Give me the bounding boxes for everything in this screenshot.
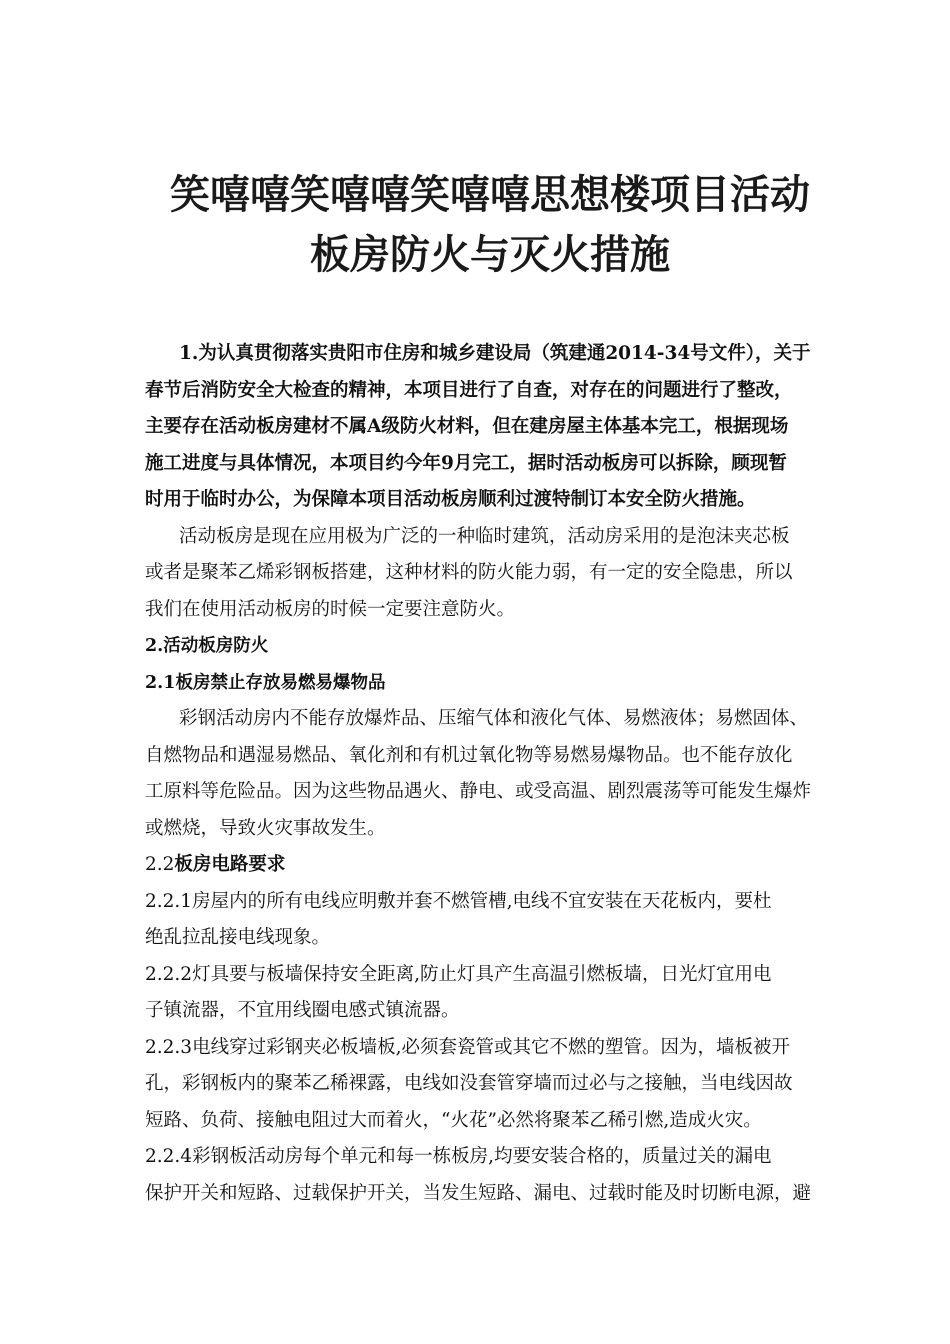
document-body xyxy=(145,336,812,1212)
section-2-2-heading xyxy=(145,847,805,884)
paragraph-line: 2.2.2灯具要与板墙保持安全距离,防止灯具产生高温引燃板墙，日光灯宜用电 xyxy=(145,963,772,985)
intro-paragraph xyxy=(145,519,805,629)
section-2-heading: 2.活动板房防火 xyxy=(145,636,269,656)
paragraph-line: 春节后消防安全大检查的精神，本项目进行了自查，对存在的问题进行了整改， xyxy=(145,379,793,401)
item-2-2-3 xyxy=(145,1030,805,1140)
paragraph-line: 保护开关和短路、过载保护开关，当发生短路、漏电、过载时能及时切断电源，避 xyxy=(145,1182,812,1204)
item-2-2-4 xyxy=(145,1139,812,1212)
section-number: 2.2 xyxy=(145,854,175,875)
paragraph-line: 绝乱拉乱接电线现象。 xyxy=(145,927,331,948)
intro-paragraph-bold xyxy=(145,336,811,519)
section-2-1-paragraph xyxy=(145,701,812,847)
item-2-2-1 xyxy=(145,884,805,957)
paragraph-line: 2.2.1房屋内的所有电线应明敷并套不燃管槽,电线不宜安装在天花板内，要杜 xyxy=(145,890,772,912)
paragraph-line: 或者是聚苯乙烯彩钢板搭建，这种材料的防火能力弱，有一定的安全隐患，所以 xyxy=(145,562,793,583)
paragraph-line: 2.2.4彩钢板活动房每个单元和每一栋板房,均要安装合格的，质量过关的漏电 xyxy=(145,1146,772,1167)
paragraph-line: 2.2.3电线穿过彩钢夹必板墙板,必须套瓷管或其它不燃的塑管。因为，墙板被开 xyxy=(145,1036,790,1058)
paragraph-line: 工原料等危险品。因为这些物品遇火、静电、或受高温、剧烈震荡等可能发生爆炸 xyxy=(145,781,812,802)
paragraph-line: 施工进度与具体情况，本项目约今年9月完工，据时活动板房可以拆除，顾现暂 xyxy=(145,452,787,474)
section-2-1-heading: 2.1板房禁止存放易燃易爆物品 xyxy=(145,672,386,693)
section-title: 板房电路要求 xyxy=(174,854,286,875)
paragraph-line: 我们在使用活动板房的时候一定要注意防火。 xyxy=(145,598,516,620)
paragraph-line: 1.为认真贯彻落实贵阳市住房和城乡建设局（筑建通2014-34号文件），关于 xyxy=(179,343,811,364)
paragraph-line: 彩钢活动房内不能存放爆炸品、压缩气体和液化气体、易燃液体；易燃固体、 xyxy=(179,708,809,729)
document-title xyxy=(120,165,860,285)
paragraph-line: 或燃烧，导致火灾事故发生。 xyxy=(145,817,386,839)
title-line-2: 板房防火与灭火措施 xyxy=(310,231,670,278)
paragraph-line: 自燃物品和遇湿易燃品、氧化剂和有机过氧化物等易燃易爆物品。也不能存放化 xyxy=(145,744,793,766)
title-line-1: 笑嘻嘻笑嘻嘻笑嘻嘻思想楼项目活动 xyxy=(170,171,810,218)
item-2-2-2 xyxy=(145,957,805,1030)
paragraph-line: 活动板房是现在应用极为广泛的一种临时建筑，活动房采用的是泡沫夹芯板 xyxy=(179,525,790,547)
paragraph-line: 短路、负荷、接触电阻过大而着火，“火花”必然将聚苯乙稀引燃,造成火灾。 xyxy=(145,1109,762,1131)
paragraph-line: 主要存在活动板房建材不属A级防火材料，但在建房屋主体基本完工，根据现场 xyxy=(145,416,789,437)
paragraph-line: 子镇流器，不宜用线圈电感式镇流器。 xyxy=(145,1000,460,1021)
paragraph-line: 孔，彩钢板内的聚苯乙稀裸露，电线如没套管穿墙而过必与之接触，当电线因故 xyxy=(145,1073,793,1094)
paragraph-line: 时用于临时办公，为保障本项目活动板房顺利过渡特制订本安全防火措施。 xyxy=(145,489,756,510)
